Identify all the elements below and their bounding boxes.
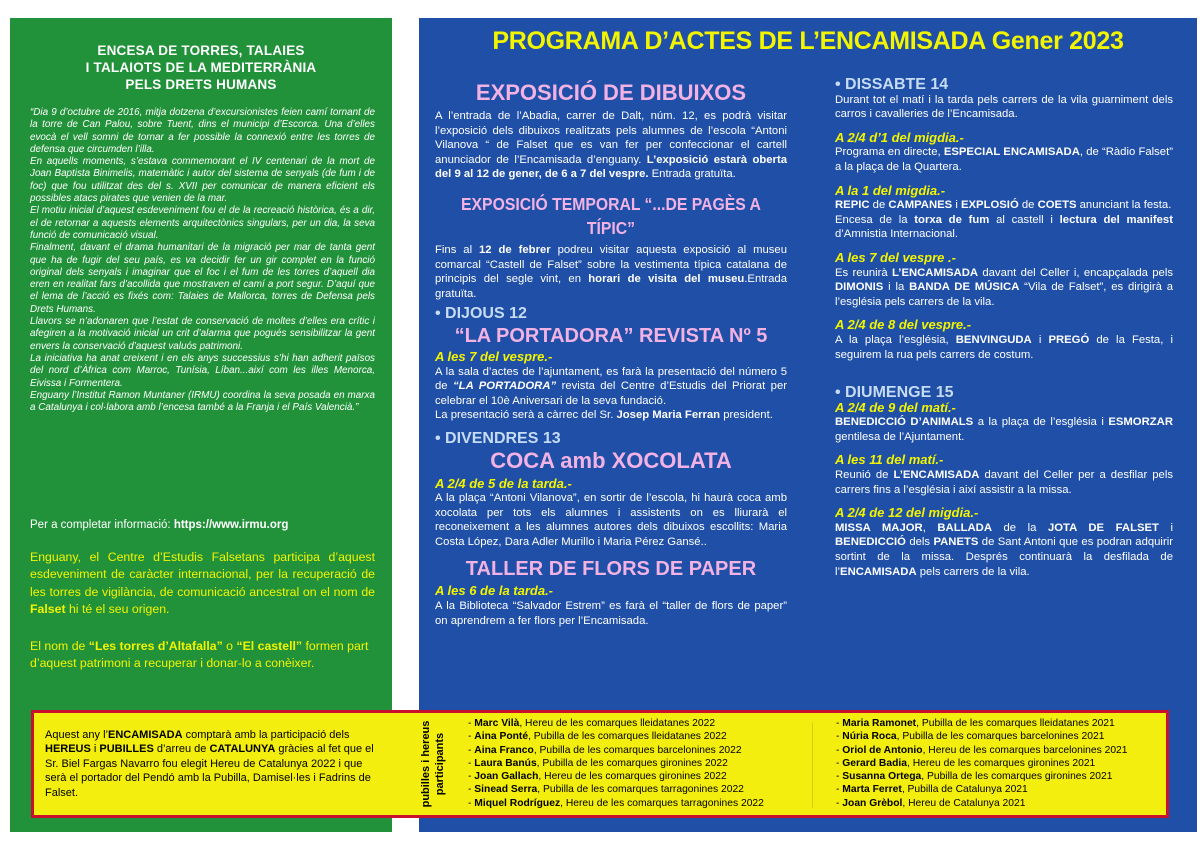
participant-item: - Maria Ramonet, Pubilla de les comarques lleidatanes 2021 — [836, 718, 1115, 729]
participant-name: Aina Franco — [474, 744, 534, 756]
saturday-time-2: A la 1 del migdia.- — [835, 182, 946, 198]
participant-name: Susanna Ortega — [842, 771, 922, 783]
quote-paragraph: La iniciativa ha anat creixent i en els anys successius s’hi han adherit països del nord d’Àfrica com Marroc, Tunísia, Líban...així com les illes Menorca, Eivissa i Formentera. — [30, 352, 375, 389]
saturday-event-2: REPIC de CAMPANES i EXPLOSIÓ de COETS anunciant la festa. — [835, 199, 1172, 212]
participant-name: Miquel Rodríguez — [474, 797, 561, 809]
temporal-exhibition-text: Fins al 12 de febrer podreu visitar aquesta exposició al museu comarcal “Castell de Falset” sobre la vestimenta típica catalana de principis del segle vint, en horari de visita del museu.Entrada gratuïta. — [435, 243, 787, 300]
saturday-time-1: A 2/4 d’1 del migdia.- — [835, 129, 964, 145]
participant-item: - Gerard Badia, Hereu de les comarques gironines 2021 — [836, 757, 1096, 769]
falset-participation-text: Enguany, el Centre d’Estudis Falsetans participa d’aquest esdeveniment de caràcter internacional, per la recuperació de les torres de vigilància, de comunicació ancestral on el nom de Falset hi té el seu origen. — [30, 550, 375, 616]
saturday-intro: Durant tot el matí i la tarda pels carrers de la vila guarniment dels carros i cavalleries de l’Encamisada. — [835, 93, 1173, 121]
quote-paragraph: “Dia 9 d’octubre de 2016, mitja dotzena d’excursionistes feien camí tornant de la torre de Can Palou, sobre Tuent, dins el municipi d’Escorca. Una d’elles evocà el vell somni de tornar a fer possible la connexió entre les torres de defensa que circumden l’illa. — [30, 107, 375, 155]
sunday-event-2: Reunió de L’ENCAMISADA davant del Celler per a desfilar pels carrers fins a l’església i així assistir a la missa. — [835, 469, 1173, 496]
participant-role: , Hereu de les comarques barcelonines 2021 — [922, 744, 1128, 756]
participant-role: , Hereu de les comarques lleidatanes 2022 — [519, 718, 716, 729]
participant-item: - Miquel Rodríguez, Hereu de les comarques tarragonines 2022 — [468, 797, 764, 809]
participant-item: - Sinead Serra, Pubilla de les comarques tarragonines 2022 — [468, 784, 744, 796]
participant-item: - Marc Vilà, Hereu de les comarques lleidatanes 2022 — [468, 718, 716, 729]
sunday-event-3: MISSA MAJOR, BALLADA de la JOTA DE FALSET i BENEDICCIÓ dels PANETS de Sant Antoni que es podran adquirir sortint de la missa. Després continuarà la desfilada de l’ENCAMISADA pels carrers de la vila. — [835, 521, 1174, 578]
participants-divider — [812, 722, 813, 808]
participant-role: , Pubilla de les comarques barcelonines 2021 — [896, 731, 1105, 743]
participant-role: , Pubilla de les comarques tarragonines 2022 — [537, 784, 744, 796]
saturday-event-3: Es reunirà L’ENCAMISADA davant del Celler i, encapçalada pels DIMONIS i la BANDA DE MÚSICA “Vila de Falset”, es dirigirà a l’església pels carrers de la vila. — [835, 266, 1174, 308]
participant-name: Núria Roca — [842, 731, 897, 743]
program-title: PROGRAMA D’ACTES DE L’ENCAMISADA Gener 2023 — [492, 27, 1124, 55]
thursday-heading: • DIJOUS 12 — [435, 305, 527, 323]
flower-workshop-text: A la Biblioteca “Salvador Estrem” es farà el “taller de flors de paper” on aprendrem a fer flors per l’Encamisada. — [435, 600, 787, 627]
participant-name: Maria Ramonet — [842, 718, 917, 729]
participant-name: Oriol de Antonio — [842, 744, 923, 756]
participant-name: Joan Grèbol — [842, 797, 903, 809]
friday-time: A 2/4 de 5 de la tarda.- — [435, 475, 572, 491]
participant-role: , Hereu de les comarques gironines 2021 — [906, 757, 1096, 769]
drawings-exhibition-text: A l’entrada de l’Abadia, carrer de Dalt, núm. 12, es podrà visitar l’exposició dels dibuixos realitzats pels alumnes de l’escola “Antoni Vilanova “ de Falset que es van fer per confeccionar el cartell anunciador de l’Encamisada d’enguany. L’exposició estarà oberta del 9 al 12 de gener, de 6 a 7 del vespre. Entrada gratuïta. — [435, 110, 787, 181]
saturday-event-2b: Encesa de la torxa de fum al castell i lectura del manifest d’Amnistia Internacional. — [835, 213, 1173, 241]
drawings-exhibition-title: EXPOSICIÓ DE DIBUIXOS — [475, 80, 747, 105]
sunday-time-2: A les 11 del matí.- — [835, 452, 944, 468]
participant-item: - Marta Ferret, Pubilla de Catalunya 2021 — [836, 784, 1028, 796]
friday-heading: • DIVENDRES 13 — [435, 429, 561, 447]
participant-item: - Joan Gallach, Hereu de les comarques gironines 2022 — [468, 771, 727, 783]
thursday-time: A les 7 del vespre.- — [435, 348, 553, 364]
coca-text: A la plaça “Antoni Vilanova”, en sortir de l’escola, hi haurà coca amb xocolata per tots els alumnes i assistents on es lliurarà el reconeixement a les alumnes autores dels dibuixos escollits: Maria Costa López, Dara Adler Murillo i Maria Pérez Gansé.. — [435, 492, 787, 548]
participant-item: - Aina Franco, Pubilla de les comarques barcelonines 2022 — [468, 744, 742, 756]
participant-item: - Laura Banús, Pubilla de les comarques gironines 2022 — [468, 757, 728, 769]
sunday-heading: • DIUMENGE 15 — [835, 384, 954, 402]
participant-role: , Pubilla de les comarques lleidatanes 2021 — [916, 718, 1115, 729]
quote-paragraph: Finalment, davant el drama humanitari de la migració per mar de tanta gent que ha de fugir del seu país, es va decidir fer un gir complet en la funció original dels senyals i imaginar que el foc i el fum de les torres d’aquell dia eren en realitat fars d’acollida que mostraven el camí a port segur. D’aquí que el lema de l’acció es fixés com: Talaies de Mallorca, torres de Defensa pels Drets Humans. — [30, 242, 375, 315]
saturday-time-3: A les 7 del vespre .- — [835, 249, 956, 265]
participant-name: Marc Vilà — [474, 718, 520, 729]
participant-role: , Pubilla de les comarques lleidatanes 2022 — [528, 731, 727, 743]
sunday-time-3: A 2/4 de 12 del migdia.- — [835, 505, 979, 521]
portadora-presenter: La presentació serà a càrrec del Sr. Josep Maria Ferran president. — [435, 409, 773, 422]
sunday-event-1: BENEDICCIÓ D’ANIMALS a la plaça de l’església i ESMORZAR gentilesa de l’Ajuntament. — [835, 416, 1173, 443]
participants-list-2021 — [836, 717, 1128, 810]
svg-text:pubilles i hereus: pubilles i hereus — [420, 720, 432, 808]
participant-role: , Pubilla de les comarques gironines 2022 — [536, 757, 728, 769]
flower-workshop-title: TALLER DE FLORS DE PAPER — [465, 558, 757, 581]
participant-item: - Joan Grèbol, Hereu de Catalunya 2021 — [836, 797, 1026, 809]
participant-item: - Aina Ponté, Pubilla de les comarques lleidatanes 2022 — [468, 731, 727, 743]
participants-list-2022 — [468, 717, 764, 810]
participant-role: , Pubilla de les comarques barcelonines 2022 — [533, 744, 742, 756]
left-title: ENCESA DE TORRES, TALAIES I TALAIOTS DE LA MEDITERRÀNIA PELS DRETS HUMANS — [85, 43, 317, 92]
participant-name: Laura Banús — [474, 757, 537, 769]
left-quote — [30, 107, 375, 414]
participant-role: , Pubilla de Catalunya 2021 — [901, 784, 1028, 796]
participant-name: Aina Ponté — [474, 731, 529, 743]
saturday-time-4: A 2/4 de 8 del vespre.- — [835, 317, 972, 333]
castle-name-text: El nom de “Les torres d’Altafalla” o “El castell” formen part d’aquest patrimoni a recuperar i donar-lo a conèixer. — [30, 639, 369, 671]
vertical-participants-label — [410, 717, 460, 811]
quote-paragraph: Llavors se n’adonaren que l’estat de conservació de moltes d’elles era crític i afegiren a la motivació inicial un crit d’alarma que pogués sensibilitzar la gent envers la conservació d’aquest valuós patrimoni. — [30, 316, 375, 352]
participant-item: - Oriol de Antonio, Hereu de les comarques barcelonines 2021 — [836, 744, 1128, 756]
program-left-column — [435, 78, 787, 628]
temporal-exhibition-title: EXPOSICIÓ TEMPORAL “...DE PAGÈS A TÍPIC” — [461, 193, 761, 238]
quote-paragraph: En aquells moments, s’estava commemorant el IV centenari de la mort de Joan Baptista Binimelis, matemàtic i autor del sistema de senyals (de fum i de foc) que fou utilitzat des del s. XVII per comunicar de manera eficient els possibles atacs pirates que venien de la mar. — [30, 156, 375, 205]
coca-title: COCA amb XOCOLATA — [490, 447, 732, 473]
irmu-link[interactable]: https://www.irmu.org — [173, 519, 289, 531]
participant-item: - Núria Roca, Pubilla de les comarques barcelonines 2021 — [836, 731, 1105, 743]
svg-text:participants: participants — [434, 732, 446, 796]
participant-role: , Hereu de les comarques tarragonines 2022 — [560, 797, 764, 809]
participant-role: , Hereu de les comarques gironines 2022 — [538, 771, 727, 783]
participant-name: Joan Gallach — [474, 771, 539, 783]
more-info: Per a completar informació: https://www.irmu.org — [30, 519, 289, 531]
saturday-event-1: Programa en directe, ESPECIAL ENCAMISADA, de “Ràdio Falset” a la plaça de la Quartera. — [835, 146, 1173, 173]
participant-role: , Pubilla de les comarques gironines 2021 — [921, 771, 1113, 783]
participant-name: Gerard Badia — [842, 757, 907, 769]
participants-intro: Aquest any l’ENCAMISADA comptarà amb la participació dels HEREUS i PUBILLES d’arreu de CATALUNYA gràcies al fet que el Sr. Biel Fargas Navarro fou elegit Hereu de Catalunya 2022 i que serà el portador del Pendó amb la Pubilla, Damisel·les i Fadrins de Falset. — [45, 729, 374, 799]
participant-role: , Hereu de Catalunya 2021 — [902, 797, 1026, 809]
sunday-time-1: A 2/4 de 9 del matí.- — [835, 399, 956, 415]
quote-paragraph: Enguany l’Institut Ramon Muntaner (IRMU) coordina la seva posada en marxa a Catalunya i col·labora amb l’encesa també a la Franja i el País Valencià.” — [30, 389, 375, 414]
saturday-heading: • DISSABTE 14 — [835, 76, 949, 93]
workshop-time: A les 6 de la tarda.- — [435, 583, 554, 599]
saturday-event-4: A la plaça l’església, BENVINGUDA i PREGÓ de la Festa, i seguirem la rua pels carrers de costum. — [835, 333, 1173, 361]
participant-name: Sinead Serra — [474, 784, 538, 796]
participant-item: - Susanna Ortega, Pubilla de les comarques gironines 2021 — [836, 771, 1113, 783]
portadora-title: “LA PORTADORA” REVISTA Nº 5 — [454, 324, 768, 347]
quote-paragraph: El motiu inicial d’aquest esdeveniment fou el de la recreació històrica, és a dir, el de retornar a aquests elements arquitectònics singulars, per un dia, la seva funció de comunicació visual. — [30, 205, 375, 241]
participant-name: Marta Ferret — [842, 784, 902, 796]
portadora-text: A la sala d’actes de l’ajuntament, es farà la presentació del número 5 de “LA PORTADORA” revista del Centre d’Estudis del Priorat per celebrar el 10è Aniversari de la seva fundació. — [435, 365, 787, 407]
program-right-column — [835, 78, 1173, 579]
